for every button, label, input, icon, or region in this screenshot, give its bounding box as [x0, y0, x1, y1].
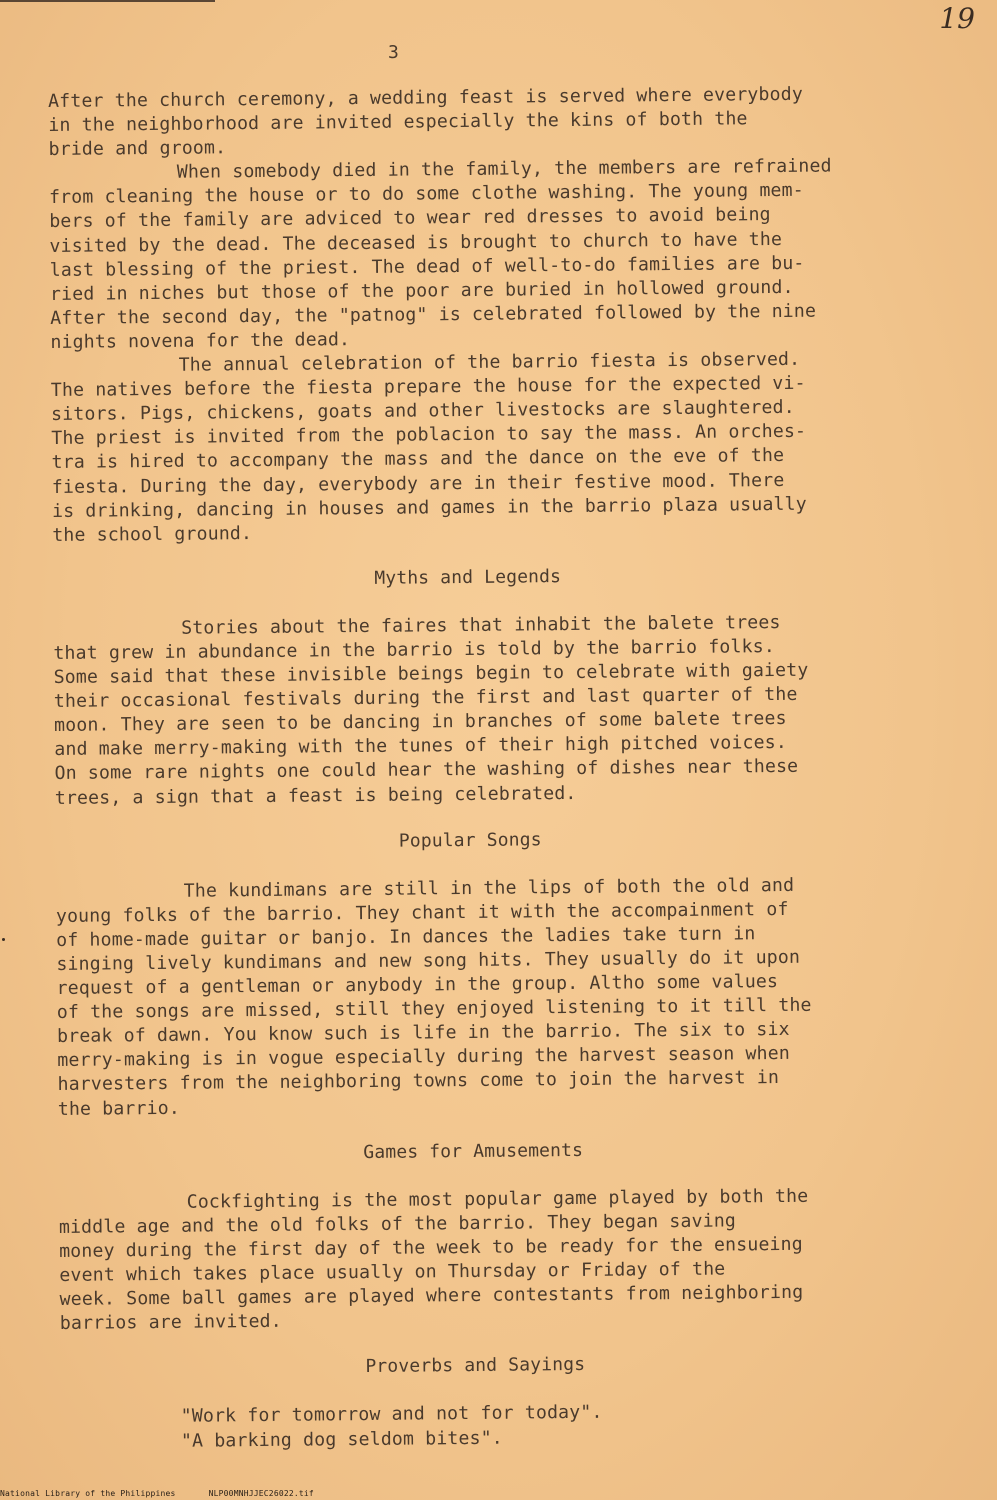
footer-filename: NLP00MNHJJEC26022.tif: [208, 1489, 314, 1498]
scan-footer: [0, 1489, 342, 1498]
paragraph-songs: The kundimans are still in the lips of both the old and young folks of the barrio. They chant it with the accompainment of of home-made guitar or banjo. In dances the ladies take turn in singing lively kundimans and new song hits. They usually do it upon request of a gentleman or anybody in the group. Altho some values of the songs are missed, still they enjoyed listening to it till the break of dawn. You know such is life in the barrio. The six to six merry-making is in vogue especially during the harvest season when harvesters from the neighboring towns come to join the harvest in the barrio.: [55, 874, 812, 1120]
paragraph-myths: Stories about the faires that inhabit the balete trees that grew in abundance in the barrio is told by the barrio folks. Some said that these invisible beings begin to celebrate with gaiety their occasional festivals during the first and last quarter of the moon. They are seen to be dancing in branches of some balete trees and make merry-making with the tunes of their high pitched voices. On some rare nights one could hear the washing of dishes near these trees, a sign that a feast is being celebrated.: [53, 611, 809, 809]
heading-games: Games for Amusements: [363, 1139, 584, 1163]
typed-body: [48, 82, 891, 1454]
proverb-item: "Work for tomorrow and not for today".: [180, 1402, 603, 1428]
paragraph-games: Cockfighting is the most popular game played by both the middle age and the old folks of the barrio. They began saving money during the first day of the week to be ready for the ensueing event which takes place usually on Thursday or Friday of the week. Some ball games are played where contestants from neighboring barrios are invited.: [58, 1185, 809, 1335]
margin-mark: [2, 938, 5, 941]
footer-library: National Library of the Philippines: [0, 1489, 176, 1498]
proverb-item: "A barking dog seldom bites".: [180, 1427, 503, 1452]
heading-myths-and-legends: Myths and Legends: [374, 565, 562, 589]
heading-proverbs: Proverbs and Sayings: [365, 1354, 586, 1378]
handwritten-page-number: 19: [939, 2, 975, 35]
top-rule: [0, 0, 215, 2]
paragraph-wedding: After the church ceremony, a wedding feast is served where everybody in the neighborhood are invited especially the kins of both the bride and groom.: [48, 83, 803, 161]
page-number: 3: [388, 42, 399, 63]
heading-popular-songs: Popular Songs: [398, 828, 542, 852]
paragraph-death: When somebody died in the family, the members are refrained from cleaning the house or to do some clothe washing. The young mem- bers of the family are adviced to wear red dresses to avoid being visited by the dead. The deceased is brought to church to have the last blessing of the priest. The dead of well-to-do families are bu- ried in niches but those of the poor are buried in hollowed ground. After the second day, the "patnog" is celebrated followed by the nine nights novena for the dead.: [48, 155, 832, 353]
proverb-list: [61, 1398, 891, 1454]
paragraph-fiesta: The annual celebration of the barrio fiesta is observed. The natives before the fiesta prepare the house for the expected vi- sitors. Pigs, chickens, goats and other livestocks are slaughtered. The priest is invited from the poblacion to say the mass. An orches- tra is hired to accompany the mass and the dance on the eve of the fiesta. During the day, everybody are in their festive mood. There is drinking, dancing in houses and games in the barrio plaza usually the school ground.: [50, 348, 807, 546]
